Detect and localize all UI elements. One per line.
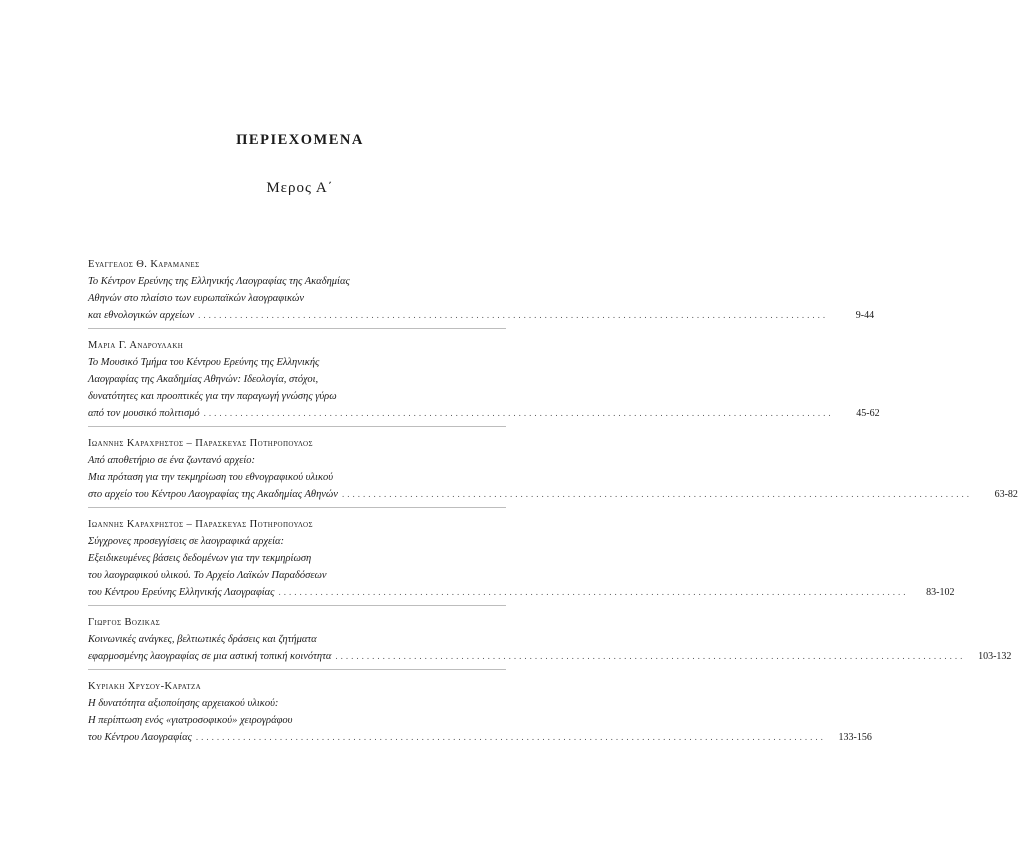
toc-title-line: του Κέντρου Λαογραφίας	[88, 732, 192, 743]
toc-title-line: και εθνολογικών αρχείων	[88, 310, 195, 321]
toc-title-line: Η περίπτωση ενός «γιατροσοφικού» χειρογράφου	[88, 715, 293, 726]
toc-entry	[88, 256, 875, 329]
toc-title-line: στο αρχείο του Κέντρου Λαογραφίας της Ακαδημίας Αθηνών	[88, 489, 338, 500]
page-range: 133-156	[838, 732, 872, 743]
toc-title-line: Εξειδικευμένες βάσεις δεδομένων για την τεκμηρίωση	[88, 553, 312, 564]
toc-author: Ιωαννης Καραχρηστος – Παρασκευας Ποτηροπουλος	[88, 519, 313, 530]
toc-title-line: του λαογραφικού υλικού. Το Αρχείο Λαϊκών Παραδόσεων	[88, 570, 327, 581]
toc-title-line: εφαρμοσμένης λαογραφίας σε μια αστική τοπική κοινότητα	[88, 651, 332, 662]
toc-title-line: δυνατότητες και προοπτικές για την παραγωγή γνώσης γύρω	[88, 391, 337, 402]
page-range: 103-132	[978, 651, 1012, 662]
toc-last-line	[88, 729, 872, 746]
toc-author: Ιωαννης Καραχρηστος – Παρασκευας Ποτηροπουλος	[88, 438, 313, 449]
page-range: 9-44	[855, 310, 875, 321]
toc-title-line: Σύγχρονες προσεγγίσεις σε λαογραφικά αρχεία:	[88, 536, 285, 547]
toc-author: Μαρια Γ. Ανδρουλακη	[88, 340, 184, 351]
toc-last-line	[88, 584, 955, 601]
dot-leader: ........................................................................................................................	[198, 310, 829, 320]
page-range: 63-82	[994, 489, 1018, 500]
toc-title-line: Κοινωνικές ανάγκες, βελτιωτικές δράσεις και ζητήματα	[88, 634, 317, 645]
dot-leader: ........................................................................................................................	[203, 408, 834, 418]
part-title: Μερος Α΄	[266, 180, 334, 196]
table-of-contents	[88, 256, 1018, 758]
toc-last-line	[88, 648, 1012, 665]
toc-entry	[88, 337, 880, 427]
toc-entry	[88, 614, 1012, 670]
dot-leader: ........................................................................................................................	[341, 489, 972, 499]
toc-last-line	[88, 486, 1018, 503]
toc-entry	[88, 516, 955, 606]
toc-entry	[88, 435, 1018, 508]
toc-title-line: Μια πρόταση για την τεκμηρίωση του εθνογραφικού υλικού	[88, 472, 334, 483]
dot-leader: ........................................................................................................................	[278, 587, 909, 597]
toc-title-line: Λαογραφίας της Ακαδημίας Αθηνών: Ιδεολογία, στόχοι,	[88, 374, 319, 385]
page-title: ΠΕΡΙΕΧΟΜΕΝΑ	[236, 132, 364, 148]
dot-leader: ........................................................................................................................	[195, 732, 826, 742]
toc-title-line: Το Μουσικό Τμήμα του Κέντρου Ερεύνης της Ελληνικής	[88, 357, 320, 368]
toc-last-line	[88, 405, 880, 422]
page-range: 45-62	[856, 408, 880, 419]
toc-title-line: Η δυνατότητα αξιοποίησης αρχειακού υλικού:	[88, 698, 279, 709]
toc-title-line: Από αποθετήριο σε ένα ζωντανό αρχείο:	[88, 455, 256, 466]
toc-author: Ευαγγελος Θ. Καραμανες	[88, 259, 200, 270]
toc-last-line	[88, 307, 875, 324]
toc-entry	[88, 678, 872, 750]
toc-title-line: από τον μουσικό πολιτισμό	[88, 408, 200, 419]
toc-title-line: Αθηνών στο πλαίσιο των ευρωπαϊκών λαογραφικών	[88, 293, 305, 304]
toc-title-line: Το Κέντρον Ερεύνης της Ελληνικής Λαογραφίας της Ακαδημίας	[88, 276, 350, 287]
page-range: 83-102	[926, 587, 955, 598]
toc-title-line: του Κέντρου Ερεύνης Ελληνικής Λαογραφίας	[88, 587, 275, 598]
toc-author: Κυριακη Χρυσου-Καρατζα	[88, 681, 202, 692]
toc-author: Γιωργος Βοζικας	[88, 617, 161, 628]
dot-leader: ........................................................................................................................	[335, 651, 966, 661]
